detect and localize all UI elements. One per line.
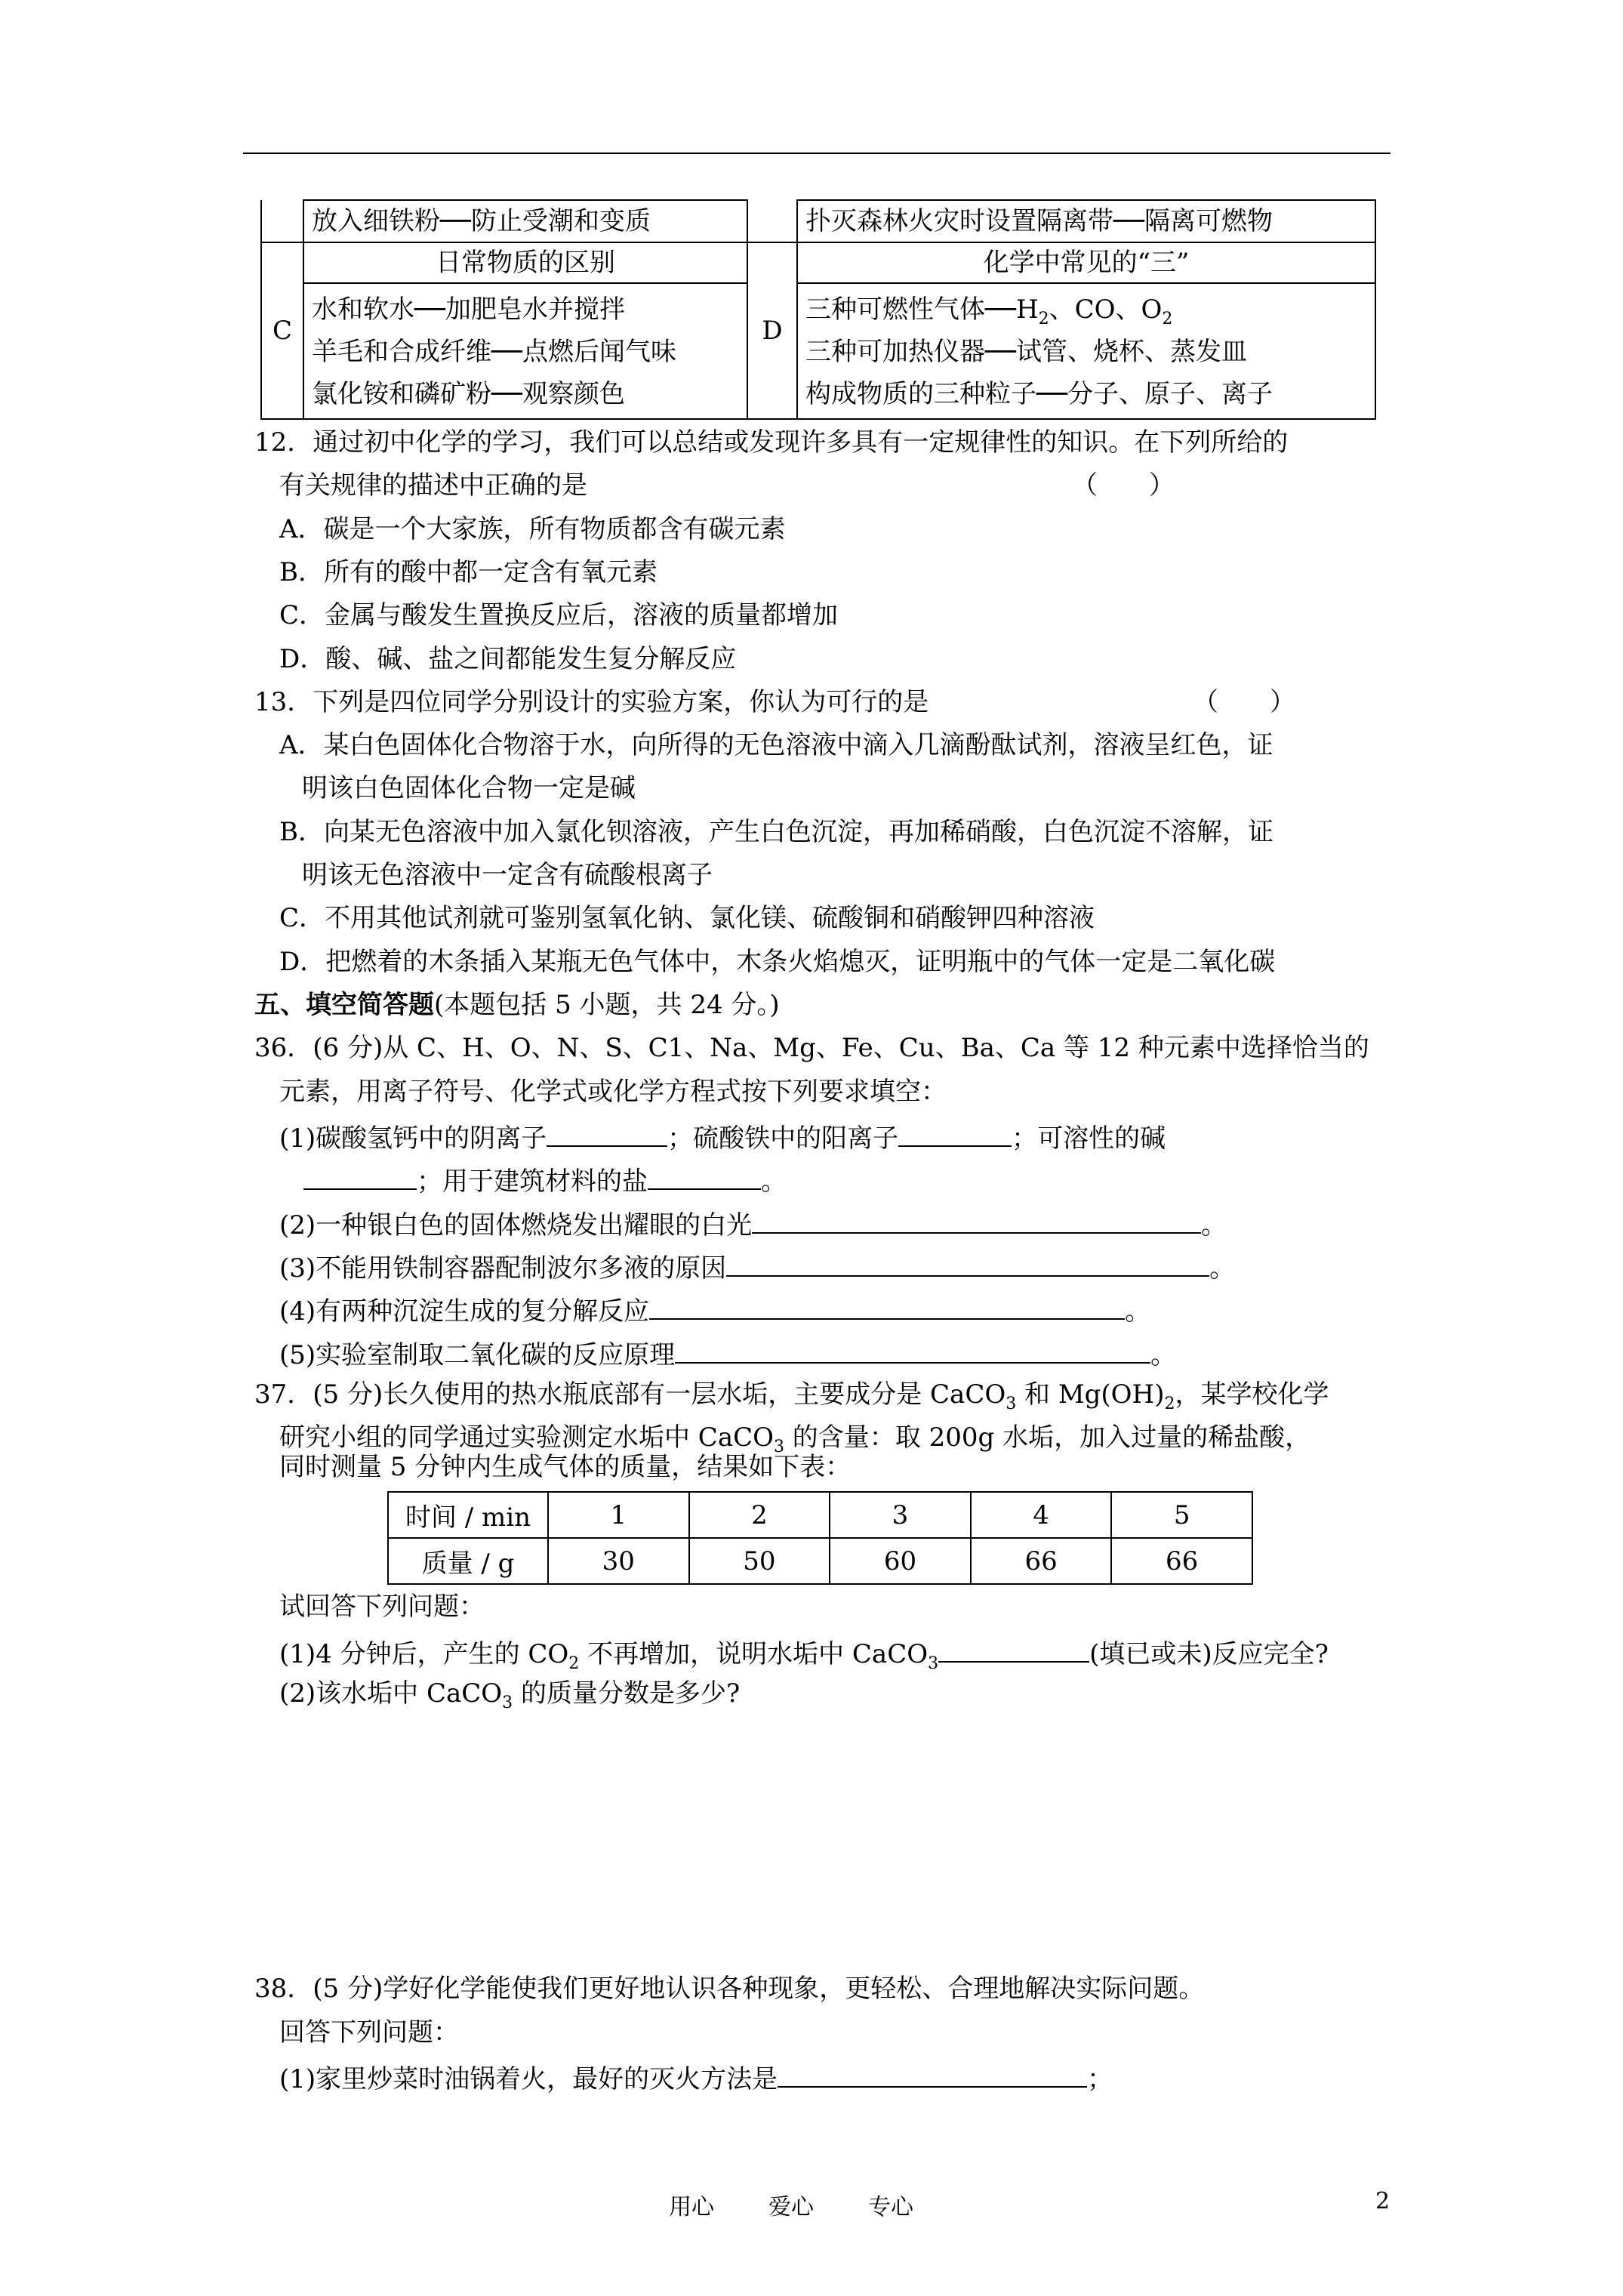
table-letter-d: D — [747, 242, 797, 419]
q13-option-a: A．某白色固体化合物溶于水，向所得的无色溶液中滴入几滴酚酞试剂，溶液呈红色，证 — [279, 730, 1273, 760]
text-fragment: 。 — [1150, 1340, 1177, 1370]
footer-text-2: 爱心 — [768, 2194, 814, 2220]
text-fragment: 、CO、O — [1049, 294, 1163, 325]
table-line: 三种可加热仪器──试管、烧杯、蒸发皿 — [805, 337, 1247, 367]
section-note: (本题包括 5 小题，共 24 分。) — [434, 990, 780, 1020]
text-fragment: ；可溶性的碱 — [1012, 1123, 1166, 1154]
text-fragment: 。 — [1201, 1210, 1227, 1240]
table-cell: 30 — [548, 1538, 689, 1584]
table-header-time: 时间 / min — [388, 1492, 548, 1538]
q36-part-1-cont — [303, 1161, 787, 1198]
q13-option-a-cont: 明该白色固体化合物一定是碱 — [302, 773, 636, 803]
text-fragment: 的含量：取 200g 水垢，加入过量的稀盐酸， — [784, 1422, 1311, 1453]
table-cell: 放入细铁粉──防止受潮和变质 — [303, 200, 747, 242]
q37-stem-3: 同时测量 5 分钟内生成气体的质量，结果如下表： — [279, 1452, 852, 1482]
q12-option-c: C．金属与酸发生置换反应后，溶液的质量都增加 — [279, 600, 839, 630]
q37-part-1 — [279, 1634, 1329, 1671]
table-cell: 4 — [971, 1492, 1112, 1538]
answer-blank[interactable] — [778, 2059, 1087, 2088]
category-table — [260, 199, 1376, 420]
text-fragment: 。 — [1125, 1296, 1151, 1327]
subscript: 3 — [773, 1437, 784, 1456]
answer-paren: （ ） — [1193, 687, 1295, 717]
text-fragment: (填已或未)反应完全? — [1089, 1639, 1329, 1669]
q12-stem-2: 有关规律的描述中正确的是 — [279, 470, 587, 501]
answer-blank[interactable] — [547, 1118, 667, 1147]
text-fragment: (2)一种银白色的固体燃烧发出耀眼的白光 — [279, 1210, 753, 1240]
answer-blank[interactable] — [649, 1291, 1125, 1320]
subscript: 3 — [928, 1653, 939, 1673]
text-fragment: 37．(5 分)长久使用的热水瓶底部有一层水垢，主要成分是 CaCO — [254, 1379, 1006, 1410]
q12-option-a: A．碳是一个大家族，所有物质都含有碳元素 — [279, 514, 786, 544]
text-fragment: 。 — [761, 1166, 787, 1197]
table-cell: 扑灭森林火灾时设置隔离带──隔离可燃物 — [797, 200, 1375, 242]
text-fragment: (2)该水垢中 CaCO — [279, 1678, 503, 1709]
q36-part-2 — [279, 1205, 1227, 1242]
answer-blank[interactable] — [752, 1205, 1201, 1234]
subscript: 3 — [1006, 1394, 1017, 1413]
q36-part-4 — [279, 1291, 1150, 1328]
section-heading — [254, 988, 780, 1022]
q36-stem: 36．(6 分)从 C、H、O、N、S、C1、Na、Mg、Fe、Cu、Ba、Ca 等 12 种元素中选择恰当的 — [254, 1033, 1369, 1063]
subscript: 2 — [568, 1653, 580, 1673]
q36-part-3 — [279, 1248, 1235, 1285]
q36-stem-2: 元素，用离子符号、化学式或化学方程式按下列要求填空： — [279, 1077, 947, 1107]
footer-text-3: 专心 — [868, 2194, 913, 2220]
table-cell: 66 — [1111, 1538, 1252, 1584]
text-fragment: ，某学校化学 — [1175, 1379, 1329, 1410]
text-fragment: ；用于建筑材料的盐 — [417, 1166, 648, 1197]
subscript: 3 — [502, 1693, 513, 1712]
table-cell: 60 — [830, 1538, 971, 1584]
text-fragment: (1)碳酸氢钙中的阴离子 — [279, 1123, 547, 1154]
q38-stem: 38．(5 分)学好化学能使我们更好地认识各种现象，更轻松、合理地解决实际问题。 — [254, 1974, 1205, 2004]
q13-stem: 13．下列是四位同学分别设计的实验方案，你认为可行的是 — [254, 687, 929, 717]
text-fragment: 。 — [1209, 1253, 1236, 1284]
answer-blank[interactable] — [675, 1335, 1150, 1364]
table-cell — [797, 283, 1375, 419]
q36-part-5 — [279, 1335, 1176, 1372]
table-cell — [303, 283, 747, 419]
subscript: 2 — [1164, 1394, 1175, 1413]
gas-mass-table — [387, 1491, 1253, 1585]
text-fragment: (3)不能用铁制容器配制波尔多液的原因 — [279, 1253, 727, 1284]
answer-paren: （ ） — [1072, 470, 1175, 501]
header-rule — [243, 153, 1390, 154]
answer-blank[interactable] — [938, 1634, 1089, 1663]
answer-blank[interactable] — [303, 1161, 417, 1190]
table-cell: 66 — [971, 1538, 1112, 1584]
table-line: 构成物质的三种粒子──分子、原子、离子 — [805, 379, 1273, 409]
table-letter-c: C — [261, 242, 303, 419]
footer-text-1: 用心 — [669, 2194, 714, 2220]
table-cell-empty — [747, 200, 797, 242]
q13-option-d: D．把燃着的木条插入某瓶无色气体中，木条火焰熄灭，证明瓶中的气体一定是二氧化碳 — [279, 947, 1276, 977]
table-heading: 化学中常见的“三” — [797, 242, 1375, 283]
text-fragment: (5)实验室制取二氧化碳的反应原理 — [279, 1340, 676, 1370]
table-cell-empty — [261, 200, 303, 242]
q37-ask: 试回答下列问题： — [279, 1592, 485, 1622]
text-fragment: (4)有两种沉淀生成的复分解反应 — [279, 1296, 650, 1327]
q38-part-1 — [279, 2059, 1113, 2096]
subscript: 2 — [1162, 309, 1173, 328]
q36-part-1 — [279, 1118, 1166, 1155]
text-fragment: ；硫酸铁中的阳离子 — [667, 1123, 899, 1154]
page-number: 2 — [1375, 2188, 1390, 2214]
table-heading: 日常物质的区别 — [303, 242, 747, 283]
text-fragment: 的质量分数是多少? — [513, 1678, 741, 1709]
q37-stem — [254, 1378, 1329, 1411]
table-line: 羊毛和合成纤维──点燃后闻气味 — [312, 337, 676, 367]
table-line: 氯化铵和磷矿粉──观察颜色 — [312, 379, 625, 409]
answer-blank[interactable] — [726, 1248, 1209, 1277]
q13-option-b-cont: 明该无色溶液中一定含有硫酸根离子 — [302, 860, 713, 890]
q38-ask: 回答下列问题： — [279, 2017, 459, 2048]
text-fragment: 不再增加，说明水垢中 CaCO — [579, 1639, 929, 1669]
q13-option-c: C．不用其他试剂就可鉴别氢氧化钠、氯化镁、硫酸铜和硝酸钾四种溶液 — [279, 903, 1095, 933]
answer-blank[interactable] — [898, 1118, 1012, 1147]
text-fragment: ； — [1087, 2064, 1113, 2094]
q12-option-b: B．所有的酸中都一定含有氧元素 — [279, 557, 658, 587]
table-cell: 5 — [1111, 1492, 1252, 1538]
table-header-mass: 质量 / g — [388, 1538, 548, 1584]
q13-option-b: B．向某无色溶液中加入氯化钡溶液，产生白色沉淀，再加稀硝酸，白色沉淀不溶解，证 — [279, 817, 1273, 847]
table-cell: 50 — [689, 1538, 830, 1584]
text-fragment: (1)4 分钟后，产生的 CO — [279, 1639, 569, 1669]
q37-part-2 — [279, 1677, 740, 1710]
table-cell: 1 — [548, 1492, 689, 1538]
text-fragment: 研究小组的同学通过实验测定水垢中 CaCO — [279, 1422, 774, 1453]
text-fragment: 和 Mg(OH) — [1016, 1379, 1165, 1410]
section-title: 五、填空简答题 — [254, 990, 434, 1020]
text-fragment: (1)家里炒菜时油锅着火，最好的灭火方法是 — [279, 2064, 778, 2094]
subscript: 2 — [1038, 309, 1049, 328]
table-cell: 3 — [830, 1492, 971, 1538]
table-line: 水和软水──加肥皂水并搅拌 — [312, 294, 625, 325]
table-cell: 2 — [689, 1492, 830, 1538]
q12-stem: 12．通过初中化学的学习，我们可以总结或发现许多具有一定规律性的知识。在下列所给的 — [254, 427, 1289, 458]
answer-blank[interactable] — [648, 1161, 761, 1190]
table-line — [805, 288, 1367, 331]
q12-option-d: D．酸、碱、盐之间都能发生复分解反应 — [279, 644, 737, 674]
q37-stem-2 — [279, 1421, 1310, 1454]
text-fragment: 三种可燃性气体──H — [805, 294, 1039, 325]
